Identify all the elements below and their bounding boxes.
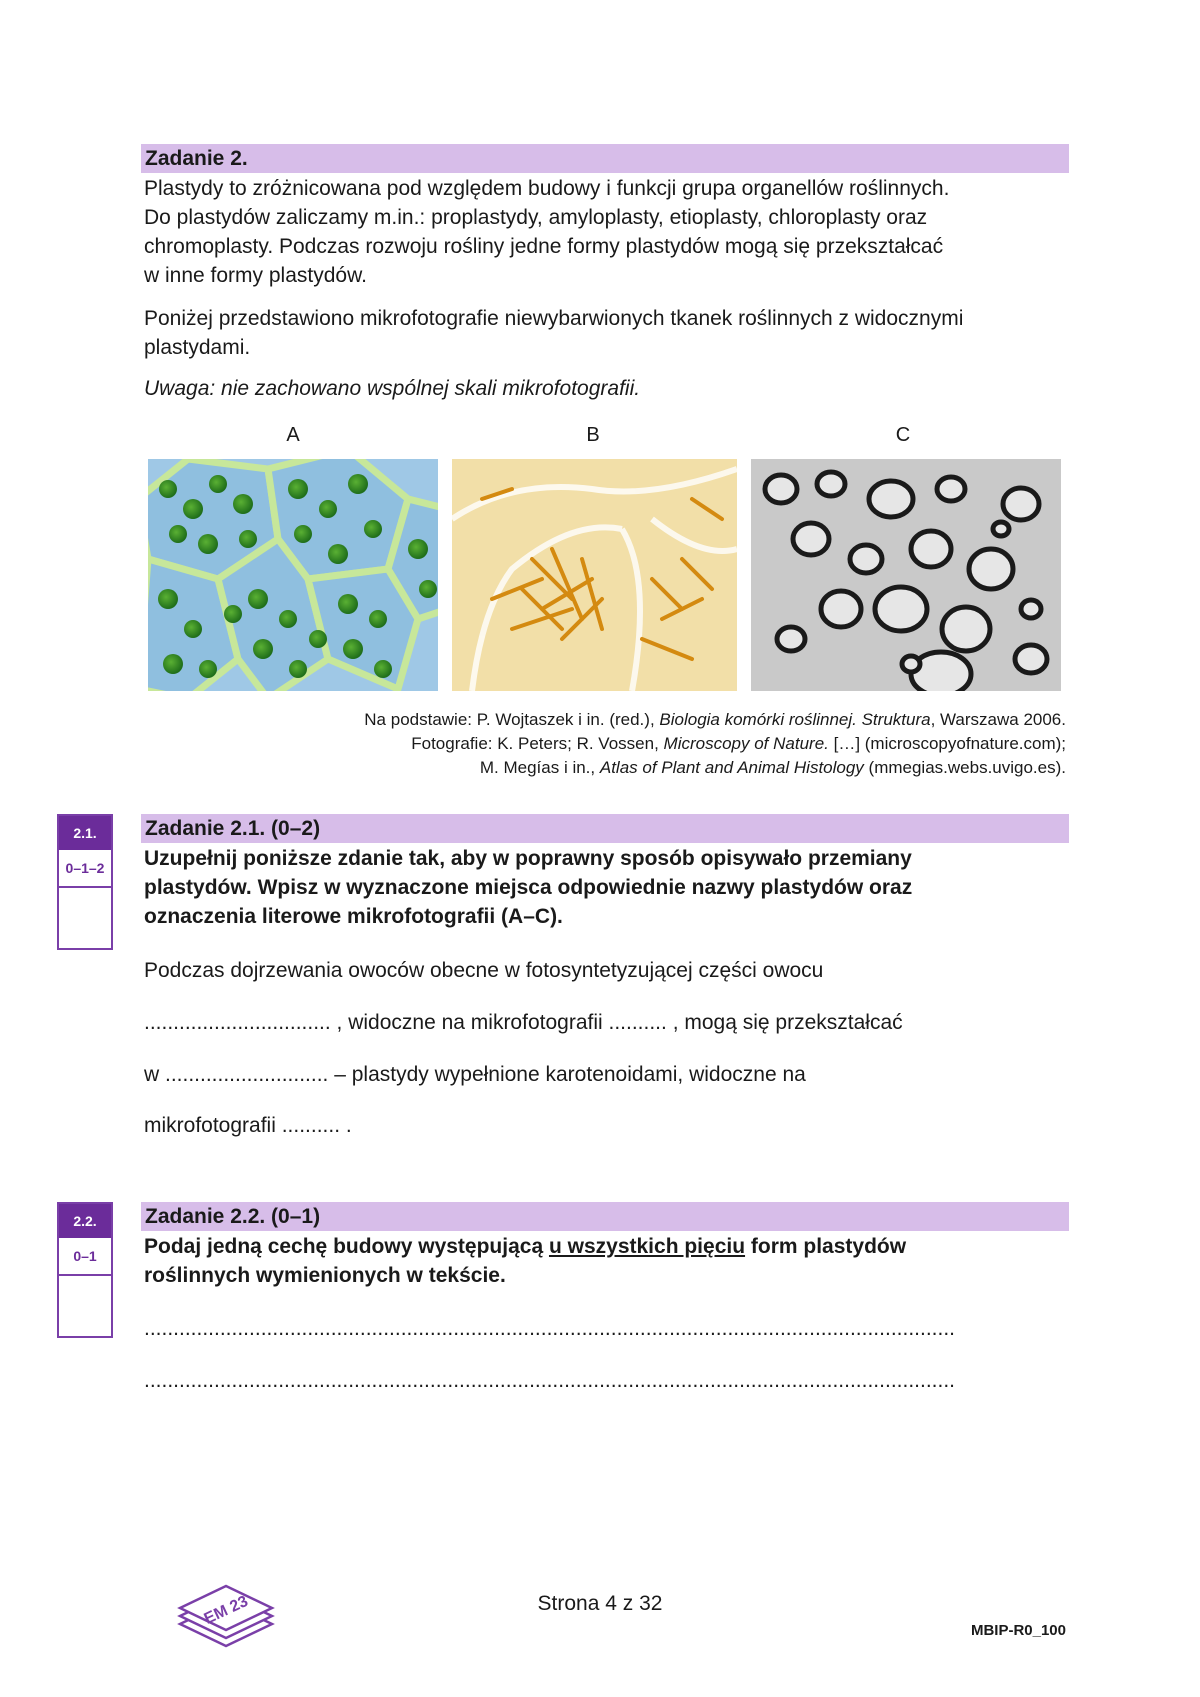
sentence-line-2 <box>144 1008 903 1037</box>
blank-letter-1[interactable]: .......... <box>608 1011 667 1034</box>
score-number: 2.2. <box>59 1204 111 1238</box>
blank-letter-2[interactable]: .......... <box>281 1114 341 1137</box>
intro-line: w inne formy plastydów. <box>144 264 367 287</box>
answer-line-1[interactable]: ........................................................................................................................................... <box>144 1317 955 1340</box>
exam-code: MBIP-R0_100 <box>970 1622 1066 1639</box>
instruction-text: Podaj jedną cechę budowy występującą <box>144 1235 549 1258</box>
cke-logo-icon <box>176 1578 276 1655</box>
task22-header: Zadanie 2.2. (0–1) <box>141 1202 1069 1231</box>
page-number: Strona 4 z 32 <box>537 1592 663 1615</box>
photo-label-c: C <box>895 424 911 446</box>
task21-header: Zadanie 2.1. (0–2) <box>141 814 1069 843</box>
source-text: , Warszawa 2006. <box>930 710 1066 729</box>
instruction-line: roślinnych wymienionych w tekście. <box>144 1264 506 1287</box>
micrograph-b-chromoplasts <box>452 459 737 691</box>
score-points: 0–1 <box>59 1238 111 1276</box>
score-field[interactable] <box>59 1276 111 1336</box>
sentence-text: , widoczne na mikrofotografii <box>330 1011 609 1034</box>
photo-label-a: A <box>286 424 300 446</box>
instruction-line: plastydów. Wpisz w wyznaczone miejsca odpowiednie nazwy plastydów oraz <box>144 876 913 899</box>
source-line-3 <box>480 756 1066 780</box>
source-text: M. Megías i in., <box>479 758 600 777</box>
sentence-line-3 <box>144 1060 806 1089</box>
instruction-line: Uzupełnij poniższe zdanie tak, aby w poprawny sposób opisywało przemiany <box>144 847 912 870</box>
instruction-underlined: u wszystkich pięciu <box>548 1235 746 1258</box>
intro-line: Do plastydów zaliczamy m.in.: proplastydy, amyloplasty, etioplasty, chloroplasty oraz <box>144 206 928 229</box>
source-title: Biologia komórki roślinnej. Struktura <box>659 710 931 729</box>
sentence-text: . <box>340 1114 352 1137</box>
instruction-line: oznaczenia literowe mikrofotografii (A–C). <box>144 905 563 928</box>
intro2-line: plastydami. <box>144 336 251 359</box>
source-text: Fotografie: K. Peters; R. Vossen, <box>411 734 664 753</box>
source-text: Na podstawie: P. Wojtaszek i in. (red.), <box>364 710 660 729</box>
instruction-line <box>144 1232 1064 1261</box>
task2-intro <box>144 174 1064 290</box>
blank-plastid-2[interactable]: ............................ <box>165 1063 329 1086</box>
sentence-text: mikrofotografii <box>144 1114 282 1137</box>
photo-label-b: B <box>586 424 600 446</box>
answer-line-2[interactable]: ........................................................................................................................................... <box>144 1369 955 1392</box>
source-title: Microscopy of Nature. <box>663 734 829 753</box>
sentence-line-4 <box>144 1111 352 1140</box>
micrograph-a-chloroplasts <box>148 459 438 691</box>
score-number: 2.1. <box>59 816 111 850</box>
source-line-2 <box>411 732 1066 756</box>
micrograph-c-amyloplasts <box>751 459 1061 691</box>
score-points: 0–1–2 <box>59 850 111 888</box>
task21-instruction <box>144 844 1064 931</box>
sentence-text: w <box>144 1063 165 1086</box>
intro-line: Plastydy to zróżnicowana pod względem budowy i funkcji grupa organellów roślinnych. <box>144 177 950 200</box>
blank-plastid-1[interactable]: ................................ <box>144 1011 331 1034</box>
score-box-2-1 <box>57 814 113 950</box>
task2-header: Zadanie 2. <box>141 144 1069 173</box>
source-title: Atlas of Plant and Animal Histology <box>599 758 864 777</box>
source-text: […] (microscopyofnature.com); <box>828 734 1066 753</box>
score-field[interactable] <box>59 888 111 948</box>
scale-note: Uwaga: nie zachowano wspólnej skali mikrofotografii. <box>144 377 641 400</box>
instruction-text: form plastydów <box>745 1235 907 1258</box>
task2-intro2 <box>144 304 1064 362</box>
logo-text: EM 23 <box>201 1592 251 1628</box>
intro2-line: Poniżej przedstawiono mikrofotografie niewybarwionych tkanek roślinnych z widocznymi <box>144 307 964 330</box>
score-box-2-2 <box>57 1202 113 1338</box>
task22-instruction <box>144 1232 1064 1290</box>
source-line-1 <box>364 708 1066 732</box>
intro-line: chromoplasty. Podczas rozwoju rośliny jedne formy plastydów mogą się przekształcać <box>144 235 944 258</box>
sentence-text: – plastydy wypełnione karotenoidami, widoczne na <box>328 1063 806 1086</box>
source-text: (mmegias.webs.uvigo.es). <box>863 758 1066 777</box>
sentence-line-1: Podczas dojrzewania owoców obecne w fotosyntetyzującej części owocu <box>144 959 824 982</box>
sentence-text: , mogą się przekształcać <box>666 1011 903 1034</box>
